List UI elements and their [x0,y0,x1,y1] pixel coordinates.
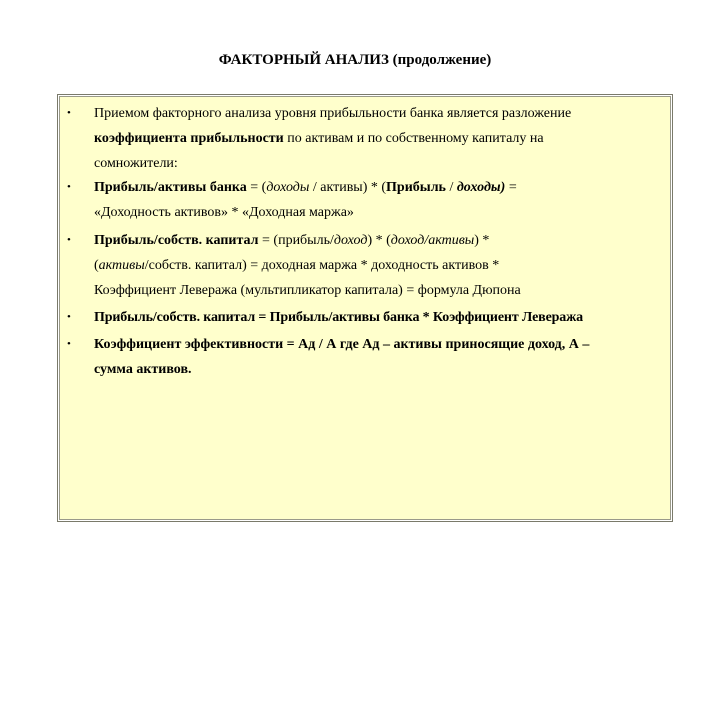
text-segment-bold: Прибыль [386,180,446,195]
list-item-text [94,101,670,176]
text-segment: = (прибыль/ [258,233,334,248]
text-segment-italic: доходы [266,180,310,195]
text-segment-italic: активы [98,258,145,273]
list-item-text [94,228,670,303]
text-segment: ) * ( [367,233,391,248]
text-segment-bold: Коэффициент эффективности = Ад / А где Ад – активы приносящие доход, А – [94,337,590,352]
text-segment-bold: коэффициента прибыльности [94,131,284,146]
text-segment: «Доходность активов» * «Доходная маржа» [94,205,354,220]
text-segment: / [445,180,457,195]
text-segment-italic: доход/активы [390,233,475,248]
content-panel [57,94,673,522]
text-segment: Коэффициент Левеража (мультипликатор капитала) = формула Дюпона [94,283,521,298]
text-segment: /собств. капитал) = доходная маржа * доходность активов * [144,258,500,273]
list-item-text [94,175,670,225]
text-segment: сомножители: [94,156,178,171]
list-item-text [94,332,670,382]
text-segment: Приемом факторного анализа уровня прибыльности банка является разложение [94,106,572,121]
text-segment: по активам и по собственному капиталу на [283,131,544,146]
text-segment-bold: Прибыль/собств. капитал [94,233,259,248]
text-segment: / активы) * ( [309,180,387,195]
text-segment-bold: сумма активов. [94,362,192,377]
text-segment-bold-italic: доходы) [456,180,506,195]
list-item-text [94,305,670,330]
bullet-icon: • [67,107,71,119]
text-segment: = [505,180,517,195]
text-segment: ( [94,258,99,273]
text-segment: = ( [246,180,267,195]
text-segment-bold: Прибыль/активы банка [94,180,247,195]
bullet-icon: • [67,181,71,193]
text-segment-italic: доход [333,233,368,248]
bullet-icon: • [67,338,71,350]
bullet-icon: • [67,234,71,246]
bullet-icon: • [67,311,71,323]
page-title: ФАКТОРНЫЙ АНАЛИЗ (продолжение) [218,52,492,68]
text-segment: ) * [474,233,490,248]
text-segment-bold: Прибыль/собств. капитал = Прибыль/активы банка * Коэффициент Левеража [94,310,583,325]
